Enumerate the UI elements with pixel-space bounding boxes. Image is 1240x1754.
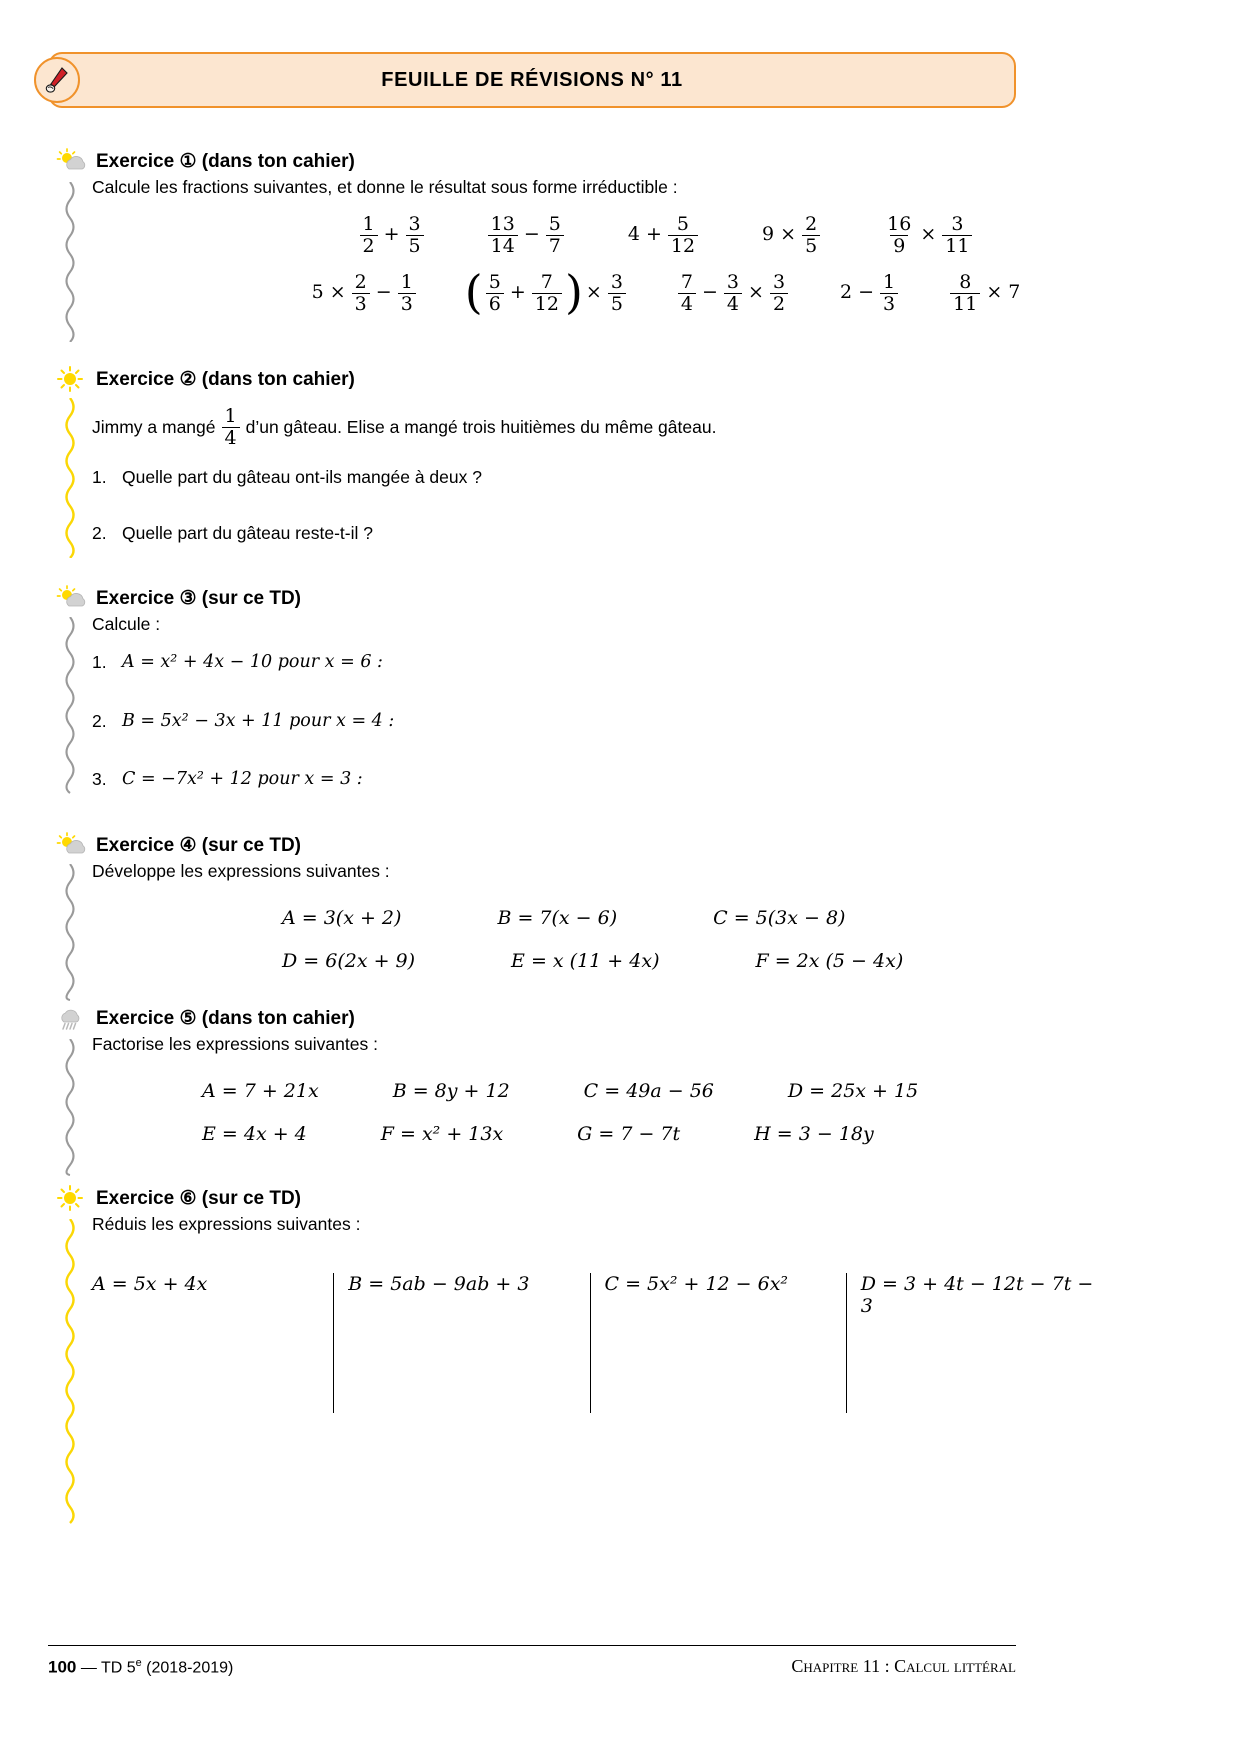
exercise-3-heading [56, 585, 1240, 611]
answer-column[interactable] [846, 1273, 1102, 1413]
exercise-5-body [92, 1031, 1240, 1148]
expression: A = 7 + 21x [202, 1080, 319, 1103]
banner-box [48, 52, 1016, 108]
exercise-3-question-3: 3. C = −7x² + 12 pour x = 3 : [92, 768, 363, 789]
expression: C = 5x² + 12 − 6x² [604, 1273, 789, 1295]
margin-squiggle [62, 1039, 78, 1177]
exercise-1-title: Exercice ① (dans ton cahier) [96, 150, 355, 172]
expression: C = 49a − 56 [583, 1080, 714, 1103]
exercise-2-question-2: 2. Quelle part du gâteau reste-t-il ? [92, 523, 373, 544]
expression: C = 5(3x − 8) [713, 907, 846, 930]
fraction-expression: 5 × $\frac{2}{3}$ − $\frac{1}{3}$ [309, 272, 419, 314]
page-header-banner [48, 52, 1016, 108]
sun-icon [56, 366, 90, 392]
margin-squiggle [62, 182, 78, 342]
expression: D = 3 + 4t − 12t − 7t − 3 [860, 1273, 1094, 1317]
footer-divider [48, 1645, 1016, 1646]
expression: B = 7(x − 6) [497, 907, 618, 930]
expression: G = 7 − 7t [577, 1122, 681, 1145]
exercise-4-title: Exercice ④ (sur ce TD) [96, 834, 302, 856]
exercise-2-body [92, 406, 1240, 547]
page-footer [48, 1656, 1016, 1677]
one-quarter-fraction: $\frac{1}{4}$ [222, 406, 240, 448]
expression: F = x² + 13x [380, 1122, 504, 1145]
footer-left [48, 1657, 233, 1677]
expression: E = 4x + 4 [202, 1122, 307, 1145]
fraction-expression: 9 × $\frac{2}{5}$ [759, 214, 823, 256]
exercise-3-question-1: 1. A = x² + 4x − 10 pour x = 6 : [92, 652, 383, 673]
page-number: 100 [48, 1657, 77, 1676]
margin-squiggle [62, 398, 78, 558]
fraction-expression: $\frac{13}{14}$ − $\frac{5}{7}$ [485, 214, 567, 256]
expression: D = 25x + 15 [787, 1080, 919, 1103]
exercise-1-row-1 [92, 214, 1240, 256]
statement-pre: Jimmy a mangé [92, 416, 216, 437]
exercise-2-statement [92, 406, 1240, 448]
expression: D = 6(2x + 9) [282, 949, 416, 972]
exercise-5-title: Exercice ⑤ (dans ton cahier) [96, 1007, 355, 1029]
exercise-5-heading [56, 1005, 1240, 1031]
expression: A = 3(x + 2) [282, 907, 402, 930]
exercise-6-body [92, 1211, 1240, 1237]
answer-column[interactable] [333, 1273, 589, 1413]
exercise-5-instruction: Factorise les expressions suivantes : [92, 1034, 378, 1054]
close-paren: ) [564, 265, 583, 320]
expression: F = 2x (5 − 4x) [755, 949, 904, 972]
exercise-4 [0, 832, 1240, 975]
expression: B = 8y + 12 [392, 1080, 510, 1103]
exercise-6-answer-columns [92, 1273, 1102, 1413]
sun-behind-cloud-icon [56, 148, 90, 174]
sun-behind-cloud-icon [56, 832, 90, 858]
margin-squiggle [62, 1219, 78, 1529]
pen-nib-icon [34, 57, 80, 103]
exercise-2-heading [56, 366, 1240, 392]
exercise-3 [0, 585, 1240, 792]
fraction-expression: ( $\frac{5}{6}$ + $\frac{7}{12}$ ) × $\frac{3}{5}$ [465, 272, 629, 314]
fraction-expression: $\frac{8}{11}$ × 7 [947, 272, 1023, 314]
exercise-3-instruction: Calcule : [92, 614, 161, 634]
fraction-expression: $\frac{1}{2}$ + $\frac{3}{5}$ [357, 214, 427, 256]
expression: B = 5ab − 9ab + 3 [348, 1273, 530, 1295]
exercise-4-row-1 [92, 904, 1240, 933]
exercise-3-question-2: 2. B = 5x² − 3x + 11 pour x = 4 : [92, 710, 395, 731]
expression: H = 3 − 18y [754, 1122, 874, 1145]
footer-sup: e [135, 1656, 142, 1669]
exercise-6-heading [56, 1185, 1240, 1211]
margin-squiggle [62, 864, 78, 1002]
expression: A = 5x + 4x [92, 1273, 208, 1295]
answer-column[interactable] [590, 1273, 846, 1413]
exercise-4-body [92, 858, 1240, 975]
fraction-expression: 4 + $\frac{5}{12}$ [625, 214, 701, 256]
sun-behind-cloud-icon [56, 585, 90, 611]
footer-chapter: Chapitre 11 : Calcul littéral [791, 1656, 1016, 1676]
exercise-1-body [92, 174, 1240, 320]
exercise-5 [0, 1005, 1240, 1148]
exercise-1-row-2 [92, 265, 1240, 320]
margin-squiggle [62, 617, 78, 795]
exercise-1 [0, 148, 1240, 320]
footer-year: (2018-2019) [146, 1659, 234, 1676]
exercise-2-question-1: 1. Quelle part du gâteau ont-ils mangée à deux ? [92, 467, 482, 488]
statement-post: d’un gâteau. Elise a mangé trois huitièmes du même gâteau. [245, 416, 717, 437]
fraction-expression: $\frac{16}{9}$ × $\frac{3}{11}$ [881, 214, 975, 256]
fraction-expression: 2 − $\frac{1}{3}$ [837, 272, 901, 314]
exercise-1-instruction: Calcule les fractions suivantes, et donne le résultat sous forme irréductible : [92, 177, 678, 197]
exercise-3-title: Exercice ③ (sur ce TD) [96, 587, 302, 609]
fraction-expression: $\frac{7}{4}$ − $\frac{3}{4}$ × $\frac{3}{2}$ [675, 272, 791, 314]
rain-cloud-icon [56, 1005, 90, 1031]
exercise-4-row-2 [92, 947, 1240, 976]
open-paren: ( [464, 265, 483, 320]
exercise-6 [0, 1185, 1240, 1317]
exercise-4-instruction: Développe les expressions suivantes : [92, 861, 390, 881]
exercise-4-heading [56, 832, 1240, 858]
footer-td-label: — TD 5 [80, 1659, 136, 1676]
expression: E = x (11 + 4x) [511, 949, 660, 972]
sun-icon [56, 1185, 90, 1211]
exercise-2 [0, 366, 1240, 547]
exercise-6-instruction: Réduis les expressions suivantes : [92, 1214, 361, 1234]
exercise-6-title: Exercice ⑥ (sur ce TD) [96, 1187, 302, 1209]
exercise-1-heading [56, 148, 1240, 174]
exercise-5-row-1 [92, 1077, 1240, 1106]
exercise-5-row-2 [92, 1120, 1240, 1149]
banner-title: FEUILLE DE RÉVISIONS N° 11 [381, 68, 683, 91]
answer-column[interactable] [92, 1273, 333, 1413]
exercise-2-title: Exercice ② (dans ton cahier) [96, 368, 355, 390]
exercise-3-body [92, 611, 1240, 792]
